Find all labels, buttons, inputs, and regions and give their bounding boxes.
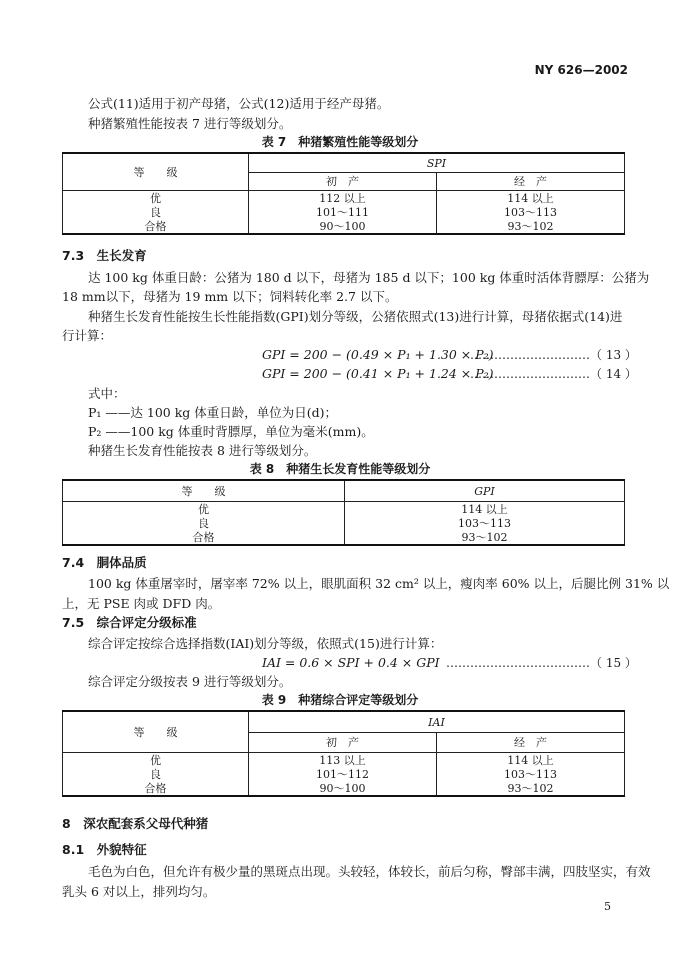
table8-caption: 表 8 种猪生长发育性能等级划分 [249, 462, 431, 476]
table9-value-cell: 101～112 [249, 767, 437, 781]
table8-grade-header: 等 级 [63, 480, 345, 502]
section-8-heading: 8 深农配套系父母代种猪 [62, 816, 209, 831]
s8-paragraph-1a: 毛色为白色，但允许有极少量的黑斑点出现。头较轻，体较长，前后匀称，臀部丰满，四肢坚实，有效 [88, 864, 651, 879]
table7-value-cell: 114 以上 [437, 191, 625, 206]
table7-value-cell: 112 以上 [249, 191, 437, 206]
table7-grade-header: 等 级 [63, 153, 249, 191]
table9-index-header: IAI [249, 711, 625, 733]
table9-grade-cell: 优 [63, 753, 249, 768]
table9-value-cell: 93～102 [437, 781, 625, 796]
table8-value-cell: 93～102 [345, 530, 625, 545]
page-number: 5 [604, 900, 611, 913]
section-7-5-heading: 7.5 综合评定分级标准 [62, 615, 197, 630]
table7-caption: 表 7 种猪繁殖性能等级划分 [261, 135, 419, 149]
table8-grade-cell: 合格 [63, 530, 345, 545]
table8-index-header: GPI [345, 480, 625, 502]
s73-where: 式中： [88, 386, 126, 401]
table9-grade-header: 等 级 [63, 711, 249, 753]
table7-value-cell: 93～102 [437, 219, 625, 234]
table9-grade-cell: 良 [63, 767, 249, 781]
table7-index-header: SPI [249, 153, 625, 173]
s73-paragraph-1b: 18 mm以下，母猪为 19 mm 以下；饲料转化率 2.7 以下。 [62, 289, 398, 304]
formula-13: GPI = 200 − (0.49 × P₁ + 1.30 × P₂) [262, 347, 494, 362]
table9-sub-first-parity: 初 产 [249, 733, 437, 753]
section-7-4-heading: 7.4 胴体品质 [62, 555, 147, 570]
table8-value-cell: 114 以上 [345, 502, 625, 517]
section-7-3-heading: 7.3 生长发育 [62, 248, 147, 263]
table8 [62, 479, 625, 546]
s75-paragraph-2: 综合评定分级按表 9 进行等级划分。 [88, 674, 292, 689]
table9-value-cell: 90～100 [249, 781, 437, 796]
formula-14: GPI = 200 − (0.41 × P₁ + 1.24 × P₂) [262, 366, 494, 381]
table9-caption: 表 9 种猪综合评定等级划分 [261, 693, 419, 707]
s73-paragraph-2b: 行计算： [62, 328, 113, 343]
table7-sub-multi-parity: 经 产 [437, 173, 625, 191]
table7-value-cell: 101～111 [249, 205, 437, 219]
s73-paragraph-1a: 达 100 kg 体重日龄：公猪为 180 d 以下，母猪为 185 d 以下；100 kg 体重时活体背膘厚：公猪为 [88, 270, 650, 285]
table9-sub-multi-parity: 经 产 [437, 733, 625, 753]
table8-grade-cell: 良 [63, 516, 345, 530]
table8-grade-cell: 优 [63, 502, 345, 517]
s74-paragraph-1b: 上，无 PSE 肉或 DFD 肉。 [62, 596, 221, 611]
s74-paragraph-1a: 100 kg 体重屠宰时，屠宰率 72% 以上，眼肌面积 32 cm² 以上，瘦肉率 60% 以上，后腿比例 31% 以 [88, 576, 670, 591]
formula-15: IAI = 0.6 × SPI + 0.4 × GPI [262, 655, 440, 670]
formula-15-number: ………………………………（ 15 ） [446, 656, 637, 670]
s75-paragraph-1: 综合评定按综合选择指数(IAI)划分等级，依照式(15)进行计算： [88, 636, 443, 651]
intro-line-1: 公式(11)适用于初产母猪，公式(12)适用于经产母猪。 [88, 96, 390, 111]
s8-paragraph-1b: 乳头 6 对以上，排列均匀。 [62, 884, 216, 899]
table7-value-cell: 90～100 [249, 219, 437, 234]
table9-grade-cell: 合格 [63, 781, 249, 796]
formula-13-number: …………………………（ 13 ） [470, 348, 637, 362]
table9-value-cell: 103～113 [437, 767, 625, 781]
s73-def-p1: P₁ ——达 100 kg 体重日龄，单位为日(d)； [88, 405, 338, 420]
standard-number: NY 626—2002 [534, 63, 628, 77]
table8-value-cell: 103～113 [345, 516, 625, 530]
table7-sub-first-parity: 初 产 [249, 173, 437, 191]
s73-paragraph-2a: 种猪生长发育性能按生长性能指数(GPI)划分等级，公猪依照式(13)进行计算，母猪依据式(14)进 [88, 309, 623, 324]
table7 [62, 152, 625, 235]
table9-value-cell: 114 以上 [437, 753, 625, 768]
table7-grade-cell: 良 [63, 205, 249, 219]
s73-def-p2: P₂ ——100 kg 体重时背膘厚，单位为毫米(mm)。 [88, 424, 374, 439]
table7-grade-cell: 优 [63, 191, 249, 206]
section-8-1-heading: 8.1 外貌特征 [62, 842, 147, 857]
table7-grade-cell: 合格 [63, 219, 249, 234]
table9-value-cell: 113 以上 [249, 753, 437, 768]
table9 [62, 710, 625, 797]
s73-paragraph-3: 种猪生长发育性能按表 8 进行等级划分。 [88, 443, 317, 458]
table7-value-cell: 103～113 [437, 205, 625, 219]
formula-14-number: …………………………（ 14 ） [470, 367, 637, 381]
intro-line-2: 种猪繁殖性能按表 7 进行等级划分。 [88, 116, 292, 131]
